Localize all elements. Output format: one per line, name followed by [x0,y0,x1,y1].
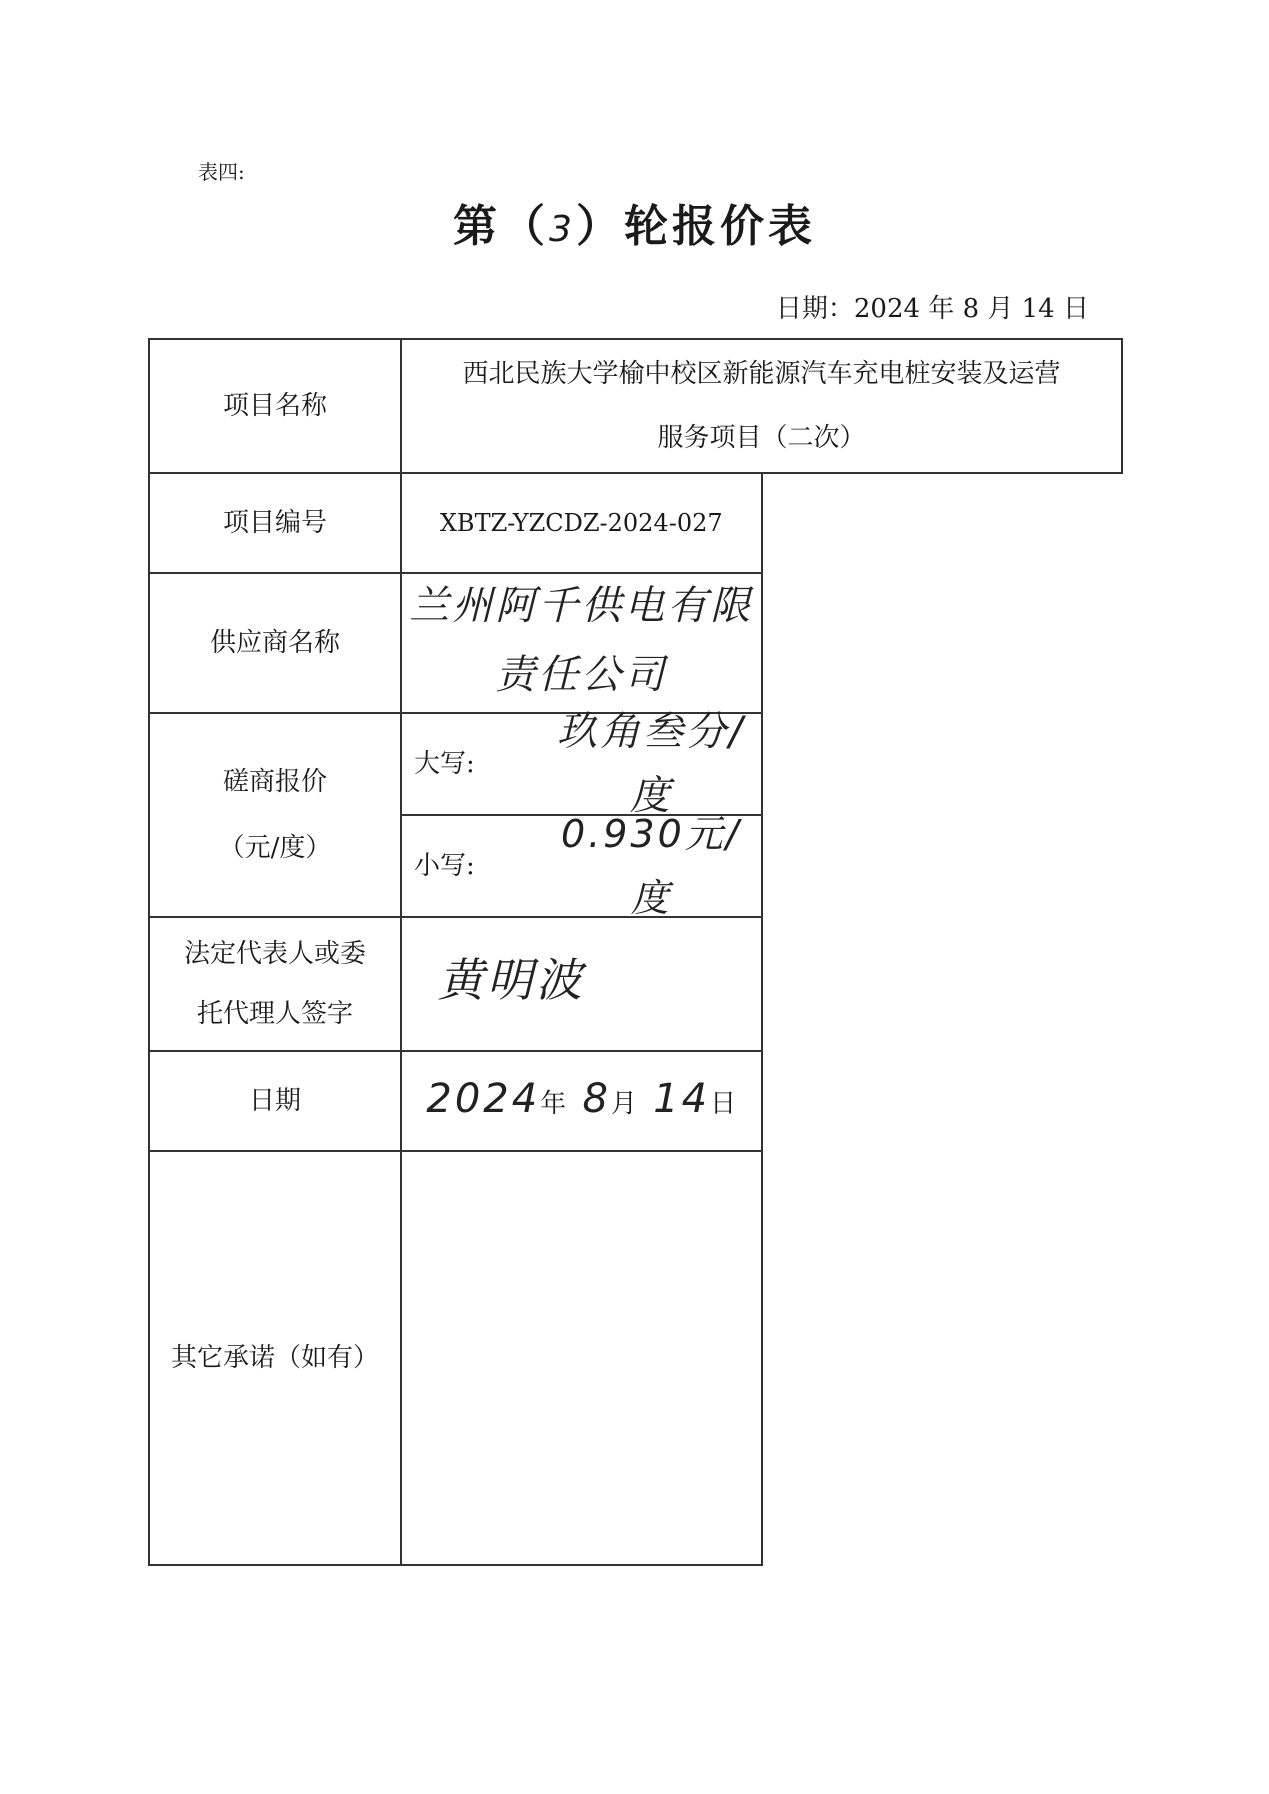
project-no-value: XBTZ-YZCDZ-2024-027 [401,473,762,573]
title-suffix: ）轮报价表 [575,201,816,252]
date-day-char: 日 [710,1088,737,1119]
quote-table [148,338,1123,1566]
signer-label [149,917,401,1051]
project-no-label: 项目编号 [149,473,401,573]
project-name-value [401,339,1122,473]
quote-upper-cell [401,709,762,819]
supplier-handwritten: 兰州阿千供电有限责任公司 [409,583,754,698]
project-name-line1: 西北民族大学榆中校区新能源汽车充电桩安装及运营 [462,359,1061,389]
table-number-label: 表四: [198,160,245,184]
quote-upper-handwritten: 玖角叁分/度 [557,709,746,819]
table-row-project-name [149,339,1122,473]
header-date: 日期：2024 年 8 月 14 日 [775,294,1089,324]
other-commitment-value [401,1151,762,1565]
quote-upper-prefix: 大写: [414,749,475,779]
other-commitment-label: 其它承诺（如有） [149,1151,401,1565]
signer-value [401,917,762,1051]
quote-lower-cell [401,812,762,920]
date-year-char: 年 [540,1088,567,1119]
table-row-other [149,1151,1122,1565]
quote-lower-handwritten: 0.930元/度 [560,812,742,920]
quote-label [149,713,401,917]
round-number-handwritten: 3 [549,209,576,250]
title-prefix: 第（ [453,201,550,252]
table-row-signer [149,917,1122,1051]
date-value [401,1051,762,1151]
date-month-char: 月 [610,1088,637,1119]
signature-handwritten: 黄明波 [437,953,585,1007]
table-row-date [149,1051,1122,1151]
project-name-line2: 服务项目（二次） [657,423,866,453]
page-title [0,190,1269,254]
supplier-value [401,573,762,713]
date-year-handwritten: 2024 [426,1075,541,1122]
quote-lower-prefix: 小写: [414,851,475,881]
date-label: 日期 [149,1051,401,1151]
quote-label-line1: 磋商报价 [222,767,327,797]
date-day-handwritten: 14 [653,1075,711,1122]
table-row-project-no [149,473,1122,573]
quote-label-line2: （元/度） [218,833,332,863]
project-name-label: 项目名称 [149,339,401,473]
signer-label-line1: 法定代表人或委 [183,939,366,969]
table-row-supplier [149,573,1122,713]
table-row-quote-upper [149,713,1122,815]
signer-label-line2: 托代理人签字 [196,999,353,1029]
date-month-handwritten: 8 [582,1075,611,1122]
supplier-label: 供应商名称 [149,573,401,713]
